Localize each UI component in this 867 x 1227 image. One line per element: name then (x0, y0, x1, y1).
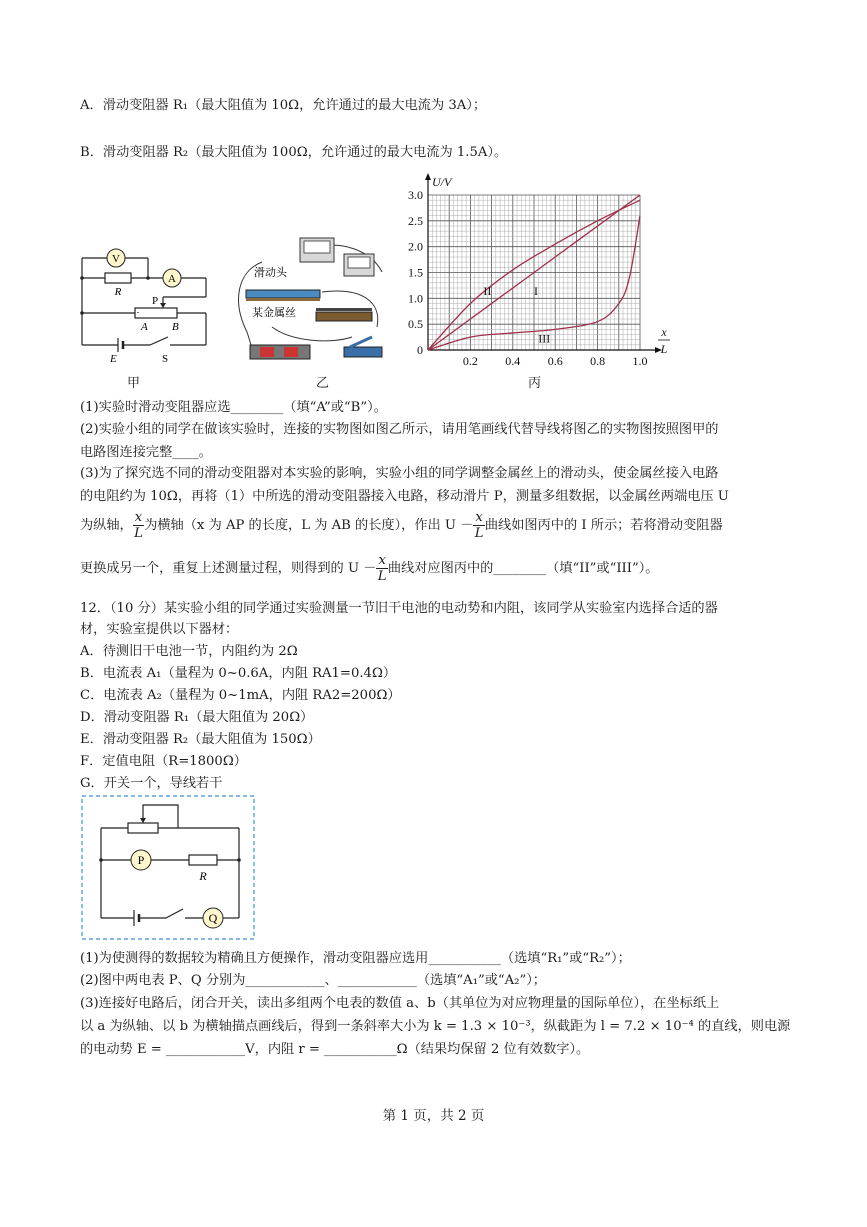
q12-item-e: E．滑动变阻器 R₂（最大阻值为 150Ω） (80, 732, 321, 747)
resistor-R-label: R (199, 869, 207, 883)
q12-part1: (1)为使测得的数据较为精确且方便操作，滑动变阻器应选用___________（选填“R₁”或“R₂”）； (80, 951, 631, 966)
q12-part3-line2: 以 a 为纵轴、以 b 为横轴描点画线后，得到一条斜率大小为 k = 1.3 × 10⁻³，纵截距为 l = 7.2 × 10⁻⁴ 的直线，则电源 (80, 1019, 791, 1034)
meter-P-label: P (137, 853, 145, 867)
battery-device (250, 345, 310, 359)
q11-p3c-pre: 为纵轴， (80, 518, 133, 533)
q12-intro-line2: 材，实验室提供以下器材： (80, 622, 239, 637)
q12-part3-line1: (3)连接好电路后，闭合开关，读出多组两个电表的数值 a、b（其单位为对应物理量的国际单位），在坐标纸上 (80, 996, 720, 1011)
q12-item-c: C．电流表 A₂（量程为 0~1mA，内阻 RA2=200Ω） (80, 688, 401, 703)
figure-yi-label: 乙 (316, 376, 330, 391)
curve-II-label: II (483, 284, 492, 299)
q11-part2-line2: 电路图连接完整____。 (80, 445, 212, 460)
rheostat-device (316, 312, 372, 321)
figure-jia-circuit (78, 242, 213, 367)
q11-part3-line3 (80, 510, 723, 541)
y-axis-label: U/V (432, 175, 452, 189)
q11-p3c-post: 曲线如图丙中的 I 所示；若将滑动变阻器 (484, 518, 723, 533)
page-footer: 第 1 页，共 2 页 (382, 1108, 485, 1124)
q12-item-f: F．定值电阻（R=1800Ω） (80, 754, 247, 769)
q11-p3d-pre: 更换成另一个，重复上述测量过程，则得到的 U － (80, 561, 377, 576)
q11-part3-line2: 的电阻约为 10Ω，再将（1）中所选的滑动变阻器接入电路，移动滑片 P，测量多组数据，以金属丝两端电压 U (80, 489, 729, 504)
q12-part3-line3: 的电动势 E = ____________V，内阻 r = ___________Ω（结果均保留 2 位有效数字）。 (80, 1042, 590, 1057)
y-tick-label: 1.5 (408, 265, 423, 280)
curve-I-label: I (534, 284, 538, 299)
q11-part3-line1: (3)为了探究选不同的滑动变阻器对本实验的影响，实验小组的同学调整金属丝上的滑动头，使金属丝接入电路 (80, 466, 719, 481)
x-tick-label: 1.0 (632, 354, 648, 368)
curve-III-label: III (538, 331, 551, 346)
metal-wire-label: 某金属丝 (252, 307, 296, 319)
x-tick-label: 0.2 (462, 354, 478, 368)
x-axis-label-numerator: x (661, 325, 667, 339)
option-a: A．滑动变阻器 R₁（最大阻值为 10Ω，允许通过的最大电流为 3A）； (80, 98, 487, 113)
battery-E-label: E (110, 353, 117, 365)
q11-part1: (1)实验时滑动变阻器应选________（填“A”或“B”）。 (80, 400, 387, 415)
metal-wire-board (246, 290, 320, 298)
fraction-x-over-L: $\frac{x}{L}$ (134, 510, 143, 541)
q12-intro-line1: 12．（10 分）某实验小组的同学通过实验测量一节旧干电池的电动势和内阻，该同学从实验室内选择合适的器 (80, 601, 718, 616)
switch-device (344, 347, 382, 357)
q11-part3-line4 (80, 553, 658, 584)
end-A-label: A (141, 321, 148, 333)
x-axis-label-denominator: L (660, 342, 668, 356)
q12-circuit-diagram (81, 795, 256, 940)
y-tick-label: 0.5 (408, 317, 423, 332)
q12-item-a: A．待测旧干电池一节，内阻约为 2Ω (80, 644, 298, 659)
y-axis-arrow (425, 173, 431, 180)
meter-Q-label: Q (208, 911, 218, 925)
resistor-R-label: R (114, 286, 122, 298)
q11-p3d-post: 曲线对应图丙中的________（填“II”或“III”）。 (387, 561, 659, 576)
figure-jia-label: 甲 (127, 376, 141, 391)
q11-p3c-mid: 为横轴（x 为 AP 的长度，L 为 AB 的长度），作出 U － (144, 518, 474, 533)
q12-item-g: G．开关一个，导线若干 (80, 776, 223, 791)
x-tick-label: 0.8 (590, 354, 606, 368)
slider-head-label: 滑动头 (254, 267, 287, 279)
q12-item-b: B．电流表 A₁（量程为 0~0.6A，内阻 RA1=0.4Ω） (80, 666, 397, 681)
figure-yi-apparatus (232, 232, 392, 372)
q12-item-d: D．滑动变阻器 R₁（最大阻值为 20Ω） (80, 710, 314, 725)
option-b: B．滑动变阻器 R₂（最大阻值为 100Ω，允许通过的最大电流为 1.5A）。 (80, 145, 508, 160)
y-tick-label: 0 (417, 343, 423, 357)
q11-part2-line1: (2)实验小组的同学在做该实验时，连接的实物图如图乙所示，请用笔画线代替导线将图乙的实物图按照图甲的 (80, 422, 719, 437)
end-B-label: B (172, 321, 179, 333)
x-tick-label: 0.6 (547, 354, 563, 368)
slider-P-label: P (152, 295, 159, 307)
fraction-x-over-L: $\frac{x}{L}$ (377, 553, 387, 584)
switch-S-label: S (162, 353, 169, 365)
ammeter-label: A (168, 273, 176, 285)
y-tick-label: 2.5 (408, 213, 423, 228)
y-tick-label: 2.0 (408, 239, 423, 254)
fraction-x-over-L: $\frac{x}{L}$ (474, 510, 484, 541)
y-tick-label: 3.0 (408, 188, 423, 202)
x-tick-label: 0.4 (505, 354, 521, 368)
figure-bing-label: 丙 (528, 376, 542, 391)
voltmeter-label: V (112, 253, 120, 265)
y-tick-label: 1.0 (408, 291, 423, 306)
figure-bing-chart (400, 172, 685, 372)
q12-part2: (2)图中两电表 P、Q 分别为____________、____________（选填“A₁”或“A₂”）； (80, 973, 546, 988)
